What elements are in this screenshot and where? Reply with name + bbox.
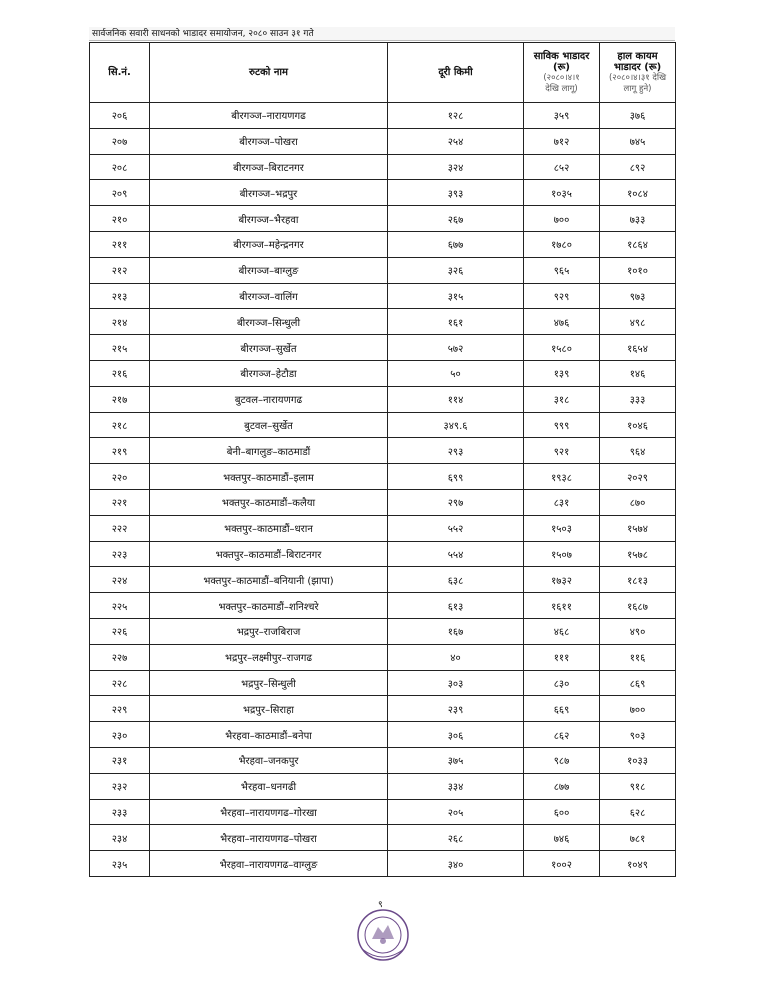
table-row	[90, 283, 676, 309]
header-distance: दूरी किमी	[388, 43, 524, 103]
table-row	[90, 386, 676, 412]
cell-new-fare: १८१३	[600, 567, 676, 593]
cell-serial-number: २२३	[90, 541, 150, 567]
cell-old-fare: १७८०	[524, 231, 600, 257]
cell-route-name: बुटवल–नारायणगढ	[150, 386, 388, 412]
cell-new-fare: १६५४	[600, 335, 676, 361]
cell-serial-number: २१७	[90, 386, 150, 412]
cell-distance: ३४०	[388, 851, 524, 877]
cell-old-fare: ८३०	[524, 670, 600, 696]
cell-old-fare: ८५२	[524, 154, 600, 180]
cell-distance: ३७५	[388, 747, 524, 773]
cell-distance: २६८	[388, 825, 524, 851]
cell-old-fare: ४७६	[524, 309, 600, 335]
cell-serial-number: २०९	[90, 180, 150, 206]
cell-route-name: भैरहवा–नारायणगढ–वाग्लुङ	[150, 851, 388, 877]
cell-distance: ५५२	[388, 515, 524, 541]
cell-serial-number: २३३	[90, 799, 150, 825]
cell-route-name: भक्तपुर–काठमाडौं–बिराटनगर	[150, 541, 388, 567]
page-number: ९	[378, 900, 383, 910]
table-row	[90, 825, 676, 851]
cell-old-fare: ९९९	[524, 412, 600, 438]
table-row	[90, 593, 676, 619]
table-row	[90, 206, 676, 232]
cell-new-fare: ४९८	[600, 309, 676, 335]
cell-old-fare: १९३८	[524, 464, 600, 490]
cell-new-fare: १८६४	[600, 231, 676, 257]
table-row	[90, 412, 676, 438]
cell-serial-number: २३५	[90, 851, 150, 877]
cell-distance: ११४	[388, 386, 524, 412]
cell-distance: ३२४	[388, 154, 524, 180]
cell-route-name: भक्तपुर–काठमाडौं–इलाम	[150, 464, 388, 490]
header-serial-number: सि.नं.	[90, 43, 150, 103]
table-row	[90, 747, 676, 773]
cell-old-fare: ८७७	[524, 773, 600, 799]
cell-distance: २०५	[388, 799, 524, 825]
cell-distance: २५४	[388, 128, 524, 154]
cell-route-name: बीरगञ्ज–सुर्खेत	[150, 335, 388, 361]
cell-distance: ३१५	[388, 283, 524, 309]
cell-new-fare: ८६९	[600, 670, 676, 696]
cell-distance: ४०	[388, 644, 524, 670]
cell-old-fare: ९६५	[524, 257, 600, 283]
cell-distance: ३९३	[388, 180, 524, 206]
cell-distance: ५७२	[388, 335, 524, 361]
cell-old-fare: १५०७	[524, 541, 600, 567]
cell-serial-number: २३२	[90, 773, 150, 799]
cell-new-fare: ९६४	[600, 438, 676, 464]
cell-route-name: बीरगञ्ज–बाग्लुङ	[150, 257, 388, 283]
table-row	[90, 464, 676, 490]
office-seal-icon	[352, 905, 414, 963]
cell-old-fare: ९८७	[524, 747, 600, 773]
table-row	[90, 541, 676, 567]
cell-serial-number: २२२	[90, 515, 150, 541]
cell-new-fare: ७३३	[600, 206, 676, 232]
cell-distance: १२८	[388, 103, 524, 129]
table-row	[90, 180, 676, 206]
cell-old-fare: ९२९	[524, 283, 600, 309]
cell-route-name: भद्रपुर–राजबिराज	[150, 618, 388, 644]
header-old-fare: साविक भाडादर (रू) (२०८०।४।१ देखि लागू)	[524, 43, 600, 103]
cell-route-name: भक्तपुर–काठमाडौं–शनिश्चरे	[150, 593, 388, 619]
table-row	[90, 567, 676, 593]
cell-serial-number: २२१	[90, 489, 150, 515]
cell-new-fare: ७४५	[600, 128, 676, 154]
cell-old-fare: १५८०	[524, 335, 600, 361]
cell-new-fare: १०८४	[600, 180, 676, 206]
header-new-fare: हाल कायम भाडादर (रू) (२०८०।४।३१ देखि लागू हुने)	[600, 43, 676, 103]
cell-distance: ३३४	[388, 773, 524, 799]
cell-route-name: भैरहवा–नारायणगढ–पोखरा	[150, 825, 388, 851]
cell-distance: ६७७	[388, 231, 524, 257]
cell-route-name: भद्रपुर–सिन्धुली	[150, 670, 388, 696]
table-row	[90, 154, 676, 180]
cell-route-name: भद्रपुर–सिराहा	[150, 696, 388, 722]
cell-route-name: बीरगञ्ज–हेटौडा	[150, 360, 388, 386]
cell-new-fare: १४६	[600, 360, 676, 386]
cell-route-name: बीरगञ्ज–नारायणगढ	[150, 103, 388, 129]
cell-serial-number: २१४	[90, 309, 150, 335]
cell-route-name: बेनी–बागलुङ–काठमाडौं	[150, 438, 388, 464]
cell-distance: ३०६	[388, 722, 524, 748]
cell-distance: ६९९	[388, 464, 524, 490]
table-row	[90, 360, 676, 386]
table-row	[90, 128, 676, 154]
cell-distance: ३२६	[388, 257, 524, 283]
cell-new-fare: ७००	[600, 696, 676, 722]
table-row	[90, 309, 676, 335]
table-row	[90, 515, 676, 541]
cell-old-fare: ९२१	[524, 438, 600, 464]
cell-old-fare: १६११	[524, 593, 600, 619]
cell-new-fare: १५७८	[600, 541, 676, 567]
cell-new-fare: १०४६	[600, 412, 676, 438]
fare-table	[89, 42, 676, 877]
table-row	[90, 335, 676, 361]
table-row	[90, 799, 676, 825]
cell-distance: २९३	[388, 438, 524, 464]
cell-route-name: भक्तपुर–काठमाडौं–कलैया	[150, 489, 388, 515]
cell-serial-number: २१९	[90, 438, 150, 464]
cell-distance: ३४९.६	[388, 412, 524, 438]
cell-route-name: भैरहवा–जनकपुर	[150, 747, 388, 773]
cell-distance: ३०३	[388, 670, 524, 696]
cell-serial-number: २२५	[90, 593, 150, 619]
cell-distance: २३९	[388, 696, 524, 722]
cell-route-name: भैरहवा–नारायणगढ–गोरखा	[150, 799, 388, 825]
cell-old-fare: १००२	[524, 851, 600, 877]
cell-new-fare: १५७४	[600, 515, 676, 541]
cell-route-name: भद्रपुर–लक्ष्मीपुर–राजगढ	[150, 644, 388, 670]
cell-old-fare: ३१८	[524, 386, 600, 412]
cell-serial-number: २२०	[90, 464, 150, 490]
cell-serial-number: २०६	[90, 103, 150, 129]
table-header-row	[90, 43, 676, 103]
table-row	[90, 103, 676, 129]
table-row	[90, 670, 676, 696]
cell-old-fare: ७००	[524, 206, 600, 232]
cell-new-fare: ६२८	[600, 799, 676, 825]
cell-new-fare: २०२९	[600, 464, 676, 490]
cell-serial-number: २१३	[90, 283, 150, 309]
cell-old-fare: १३९	[524, 360, 600, 386]
cell-route-name: बीरगञ्ज–सिन्धुली	[150, 309, 388, 335]
cell-route-name: बीरगञ्ज–महेन्द्रनगर	[150, 231, 388, 257]
cell-distance: ६१३	[388, 593, 524, 619]
cell-old-fare: १११	[524, 644, 600, 670]
table-row	[90, 722, 676, 748]
header-route-name: रुटको नाम	[150, 43, 388, 103]
cell-route-name: बीरगञ्ज–भैरहवा	[150, 206, 388, 232]
table-row	[90, 618, 676, 644]
cell-serial-number: २०७	[90, 128, 150, 154]
cell-route-name: बुटवल–सुर्खेत	[150, 412, 388, 438]
cell-serial-number: २३०	[90, 722, 150, 748]
cell-new-fare: ७८१	[600, 825, 676, 851]
table-row	[90, 231, 676, 257]
cell-serial-number: २३१	[90, 747, 150, 773]
table-row	[90, 851, 676, 877]
cell-serial-number: २११	[90, 231, 150, 257]
cell-new-fare: १०३३	[600, 747, 676, 773]
cell-serial-number: २१२	[90, 257, 150, 283]
cell-new-fare: ९१८	[600, 773, 676, 799]
cell-old-fare: १७३२	[524, 567, 600, 593]
cell-distance: ५०	[388, 360, 524, 386]
table-row	[90, 696, 676, 722]
cell-serial-number: २२७	[90, 644, 150, 670]
cell-route-name: भक्तपुर–काठमाडौं–बनियानी (झापा)	[150, 567, 388, 593]
table-row	[90, 773, 676, 799]
cell-old-fare: ६६९	[524, 696, 600, 722]
table-row	[90, 644, 676, 670]
cell-new-fare: १०१०	[600, 257, 676, 283]
cell-serial-number: २१८	[90, 412, 150, 438]
cell-new-fare: ९०३	[600, 722, 676, 748]
cell-route-name: बीरगञ्ज–बिराटनगर	[150, 154, 388, 180]
cell-serial-number: २२८	[90, 670, 150, 696]
cell-distance: ५५४	[388, 541, 524, 567]
cell-distance: ६३८	[388, 567, 524, 593]
cell-serial-number: २२६	[90, 618, 150, 644]
cell-new-fare: ९७३	[600, 283, 676, 309]
cell-new-fare: ११६	[600, 644, 676, 670]
cell-route-name: बीरगञ्ज–वालिंग	[150, 283, 388, 309]
cell-new-fare: ३७६	[600, 103, 676, 129]
cell-new-fare: १०४९	[600, 851, 676, 877]
cell-serial-number: २२९	[90, 696, 150, 722]
cell-old-fare: ३५९	[524, 103, 600, 129]
cell-new-fare: ४९०	[600, 618, 676, 644]
cell-distance: १६७	[388, 618, 524, 644]
cell-old-fare: ४६८	[524, 618, 600, 644]
cell-distance: २६७	[388, 206, 524, 232]
cell-old-fare: ७४६	[524, 825, 600, 851]
cell-serial-number: २१५	[90, 335, 150, 361]
cell-serial-number: २०८	[90, 154, 150, 180]
cell-route-name: भैरहवा–काठमाडौं–बनेपा	[150, 722, 388, 748]
cell-distance: २९७	[388, 489, 524, 515]
cell-new-fare: ८७०	[600, 489, 676, 515]
table-row	[90, 489, 676, 515]
cell-route-name: भक्तपुर–काठमाडौं–धरान	[150, 515, 388, 541]
cell-old-fare: १५०३	[524, 515, 600, 541]
cell-new-fare: ३३३	[600, 386, 676, 412]
cell-route-name: भैरहवा–धनगढी	[150, 773, 388, 799]
cell-old-fare: ७१२	[524, 128, 600, 154]
table-row	[90, 257, 676, 283]
cell-new-fare: ८९२	[600, 154, 676, 180]
cell-old-fare: १०३५	[524, 180, 600, 206]
cell-serial-number: २१०	[90, 206, 150, 232]
cell-new-fare: १६८७	[600, 593, 676, 619]
cell-distance: १६१	[388, 309, 524, 335]
cell-old-fare: ८६२	[524, 722, 600, 748]
cell-route-name: बीरगञ्ज–भद्रपुर	[150, 180, 388, 206]
table-row	[90, 438, 676, 464]
cell-route-name: बीरगञ्ज–पोखरा	[150, 128, 388, 154]
document-title: सार्वजनिक सवारी साधनको भाडादर समायोजन, २०८० साउन ३१ गते	[92, 29, 314, 39]
cell-old-fare: ६००	[524, 799, 600, 825]
cell-serial-number: २१६	[90, 360, 150, 386]
cell-serial-number: २२४	[90, 567, 150, 593]
cell-serial-number: २३४	[90, 825, 150, 851]
cell-old-fare: ८३१	[524, 489, 600, 515]
page-header	[89, 27, 675, 41]
